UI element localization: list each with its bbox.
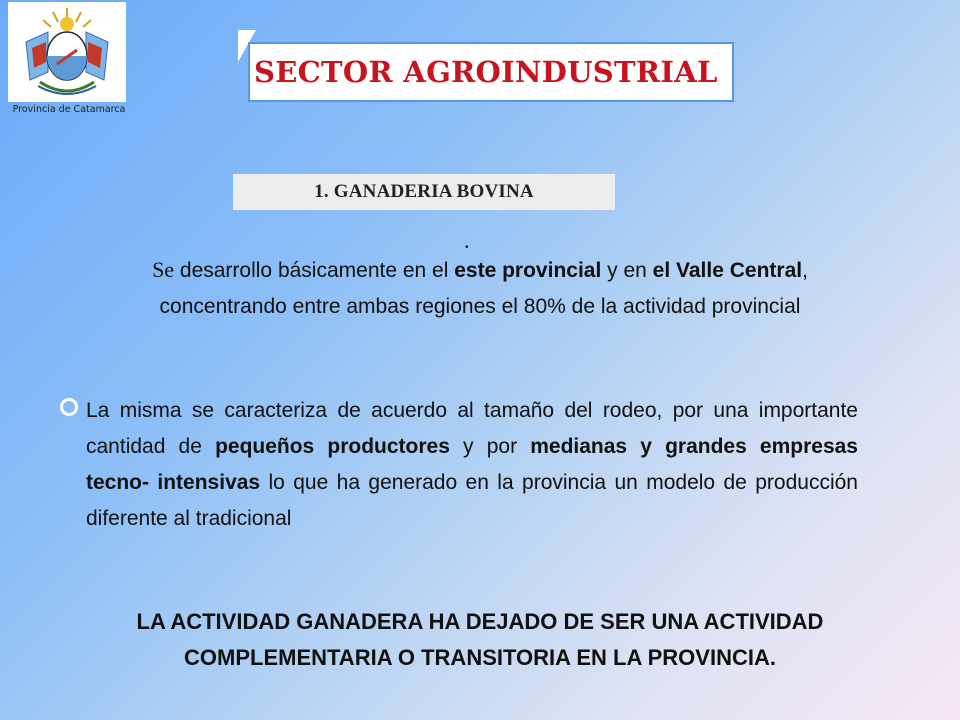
bullet-paragraph: [86, 393, 858, 537]
logo: [8, 2, 126, 102]
intro-lead: Se: [152, 257, 175, 282]
intro-text-1: desarrollo básicamente en el: [174, 259, 455, 282]
bullet-bold-1: pequeños productores: [215, 435, 450, 458]
bullet-text-1: La misma se caracteriza de acuerdo al tamaño del rodeo, por una importante cantidad de: [86, 399, 858, 458]
intro-paragraph: [100, 252, 860, 325]
closing-statement: [60, 604, 900, 676]
bullet-bold-2: medianas y grandes empresas tecno- intensivas: [86, 435, 858, 494]
section-subtitle-box: [233, 174, 615, 210]
separator-dot: .: [464, 228, 470, 253]
intro-text-2: y en: [601, 259, 653, 282]
catamarca-coat-of-arms-icon: [8, 2, 126, 102]
intro-text-3: , concentrando entre ambas regiones el 80% de la actividad provincial: [159, 259, 808, 318]
bullet-text-3: lo que ha generado en la provincia un modelo de producción diferente al tradicional: [86, 471, 858, 530]
circle-bullet-icon: [60, 398, 78, 416]
intro-bold-2: el Valle Central: [652, 259, 803, 282]
intro-bold-1: este provincial: [454, 259, 602, 282]
bullet-text-2: y por: [449, 435, 531, 458]
closing-line-1: LA ACTIVIDAD GANADERA HA DEJADO DE SER UNA ACTIVIDAD: [136, 609, 824, 634]
page-title: SECTOR AGROINDUSTRIAL: [254, 55, 718, 89]
logo-caption: Provincia de Catamarca: [12, 104, 126, 115]
section-subtitle: 1. GANADERIA BOVINA: [314, 181, 534, 202]
closing-line-2: COMPLEMENTARIA O TRANSITORIA EN LA PROVINCIA.: [184, 645, 776, 670]
title-box: [248, 42, 734, 102]
